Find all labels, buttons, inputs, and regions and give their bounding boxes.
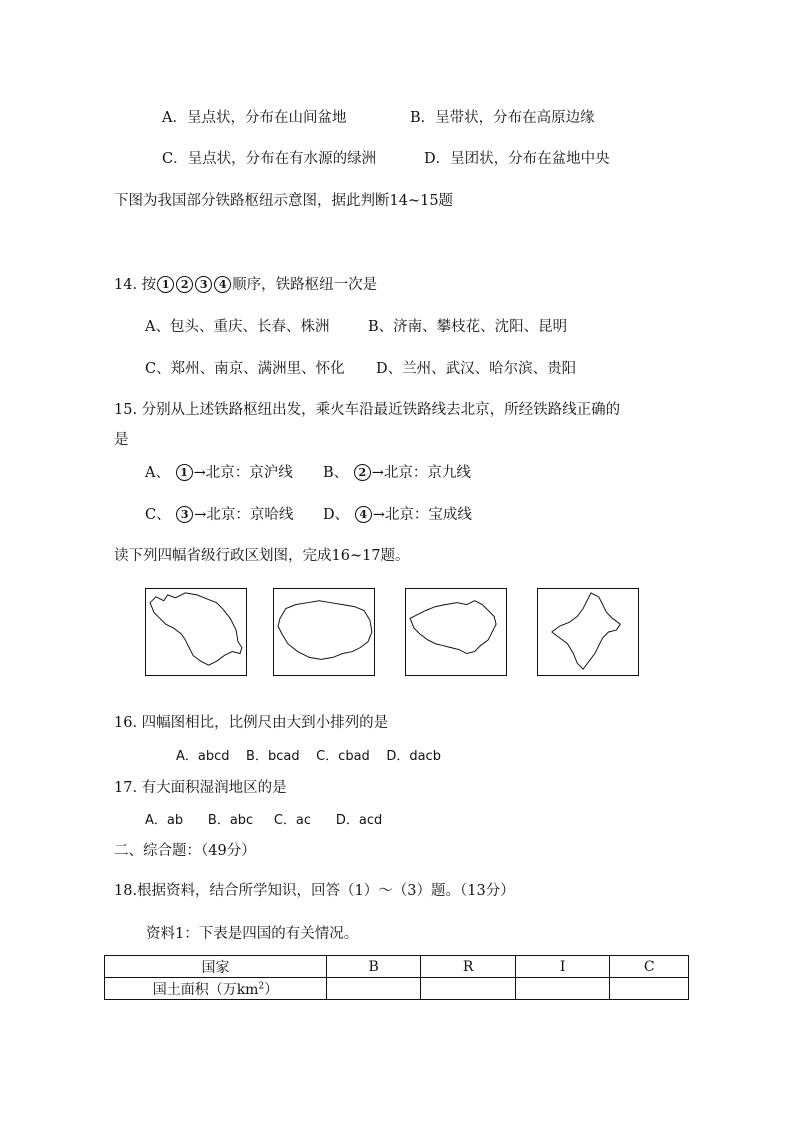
q15-option-a [145,463,293,483]
q14-pre: 按 [141,277,157,293]
circle-2: 2 [354,464,371,481]
option-text: →北京：宝成线 [372,507,472,523]
q14-option-c: C、郑州、南京、满洲里、怀化 [145,361,345,377]
section-2-heading: 二、综合题：（49分） [114,843,256,859]
row-label-sup: 2 [258,980,265,991]
option-label: D、 [323,507,350,523]
q15-stem-line2: 是 [114,432,129,448]
table-cell [610,978,689,1000]
table-row [105,978,689,1000]
table-cell [515,978,609,1000]
table-header: I [515,956,609,978]
map-b-figure [273,588,375,676]
option-text: →北京：京沪线 [193,465,293,481]
row-label-text: 国土面积（万km [152,981,259,998]
row-label-end: ） [264,981,279,998]
option-label: B、 [323,465,349,481]
circle-2: 2 [176,276,193,293]
map-a-outline [146,589,246,675]
table-cell [421,978,516,1000]
q17-stem: 17. 有大面积湿润地区的是 [114,780,287,796]
map-d-outline [538,589,638,675]
q14-stem [114,275,377,295]
q16-stem: 16. 四幅图相比，比例尺由大到小排列的是 [114,715,389,731]
table-cell [326,978,421,1000]
q14-number: 14. [114,277,138,293]
q13-option-c: C．呈点状，分布在有水源的绿洲 [162,151,377,167]
q15-option-b [323,463,471,483]
circle-1: 1 [157,276,174,293]
q13-option-d: D．呈团状，分布在盆地中央 [424,151,610,167]
q15-stem-line1: 15. 分别从上述铁路枢纽出发，乘火车沿最近铁路线去北京，所经铁路线正确的 [114,402,621,418]
option-label: A、 [145,465,170,481]
row-label [105,978,327,1000]
circle-3: 3 [195,276,212,293]
q14-option-b: B、济南、攀枝花、沈阳、昆明 [368,319,568,335]
q17-options: A．ab B．abc C．ac D．acd [145,813,383,828]
q14-option-d: D、兰州、武汉、哈尔滨、贵阳 [376,361,577,377]
map-c-figure [405,588,507,676]
table-header: B [326,956,421,978]
map-d-figure [537,588,639,676]
intro-16-17: 读下列四幅省级行政区划图，完成16~17题。 [114,548,410,564]
q15-option-c [145,505,293,525]
circle-1: 1 [176,464,193,481]
table-header: 国家 [105,956,327,978]
q13-option-a: A．呈点状，分布在山间盆地 [162,110,347,126]
circle-3: 3 [176,506,193,523]
q18-stem: 18.根据资料，结合所学知识，回答（1）～（3）题。（13分） [114,883,515,899]
option-label: C、 [145,507,171,523]
map-c-outline [406,589,506,675]
q14-post: 顺序，铁路枢纽一次是 [232,277,378,293]
circle-4: 4 [214,276,231,293]
country-table [104,955,689,1000]
option-text: →北京：京九线 [371,465,471,481]
material-1: 资料1：下表是四国的有关情况。 [146,926,359,942]
q16-options: A．abcd B．bcad C．cbad D．dacb [176,749,441,764]
table-header: R [421,956,516,978]
table-header-row [105,956,689,978]
q13-option-b: B．呈带状，分布在高原边缘 [410,110,595,126]
circle-4: 4 [355,506,372,523]
table-header: C [610,956,689,978]
option-text: →北京：京哈线 [194,507,294,523]
map-b-outline [274,589,374,675]
q14-option-a: A、包头、重庆、长春、株洲 [145,319,330,335]
q15-option-d [323,505,472,525]
intro-14-15: 下图为我国部分铁路枢纽示意图，据此判断14~15题 [114,193,454,209]
map-a-figure [145,588,247,676]
